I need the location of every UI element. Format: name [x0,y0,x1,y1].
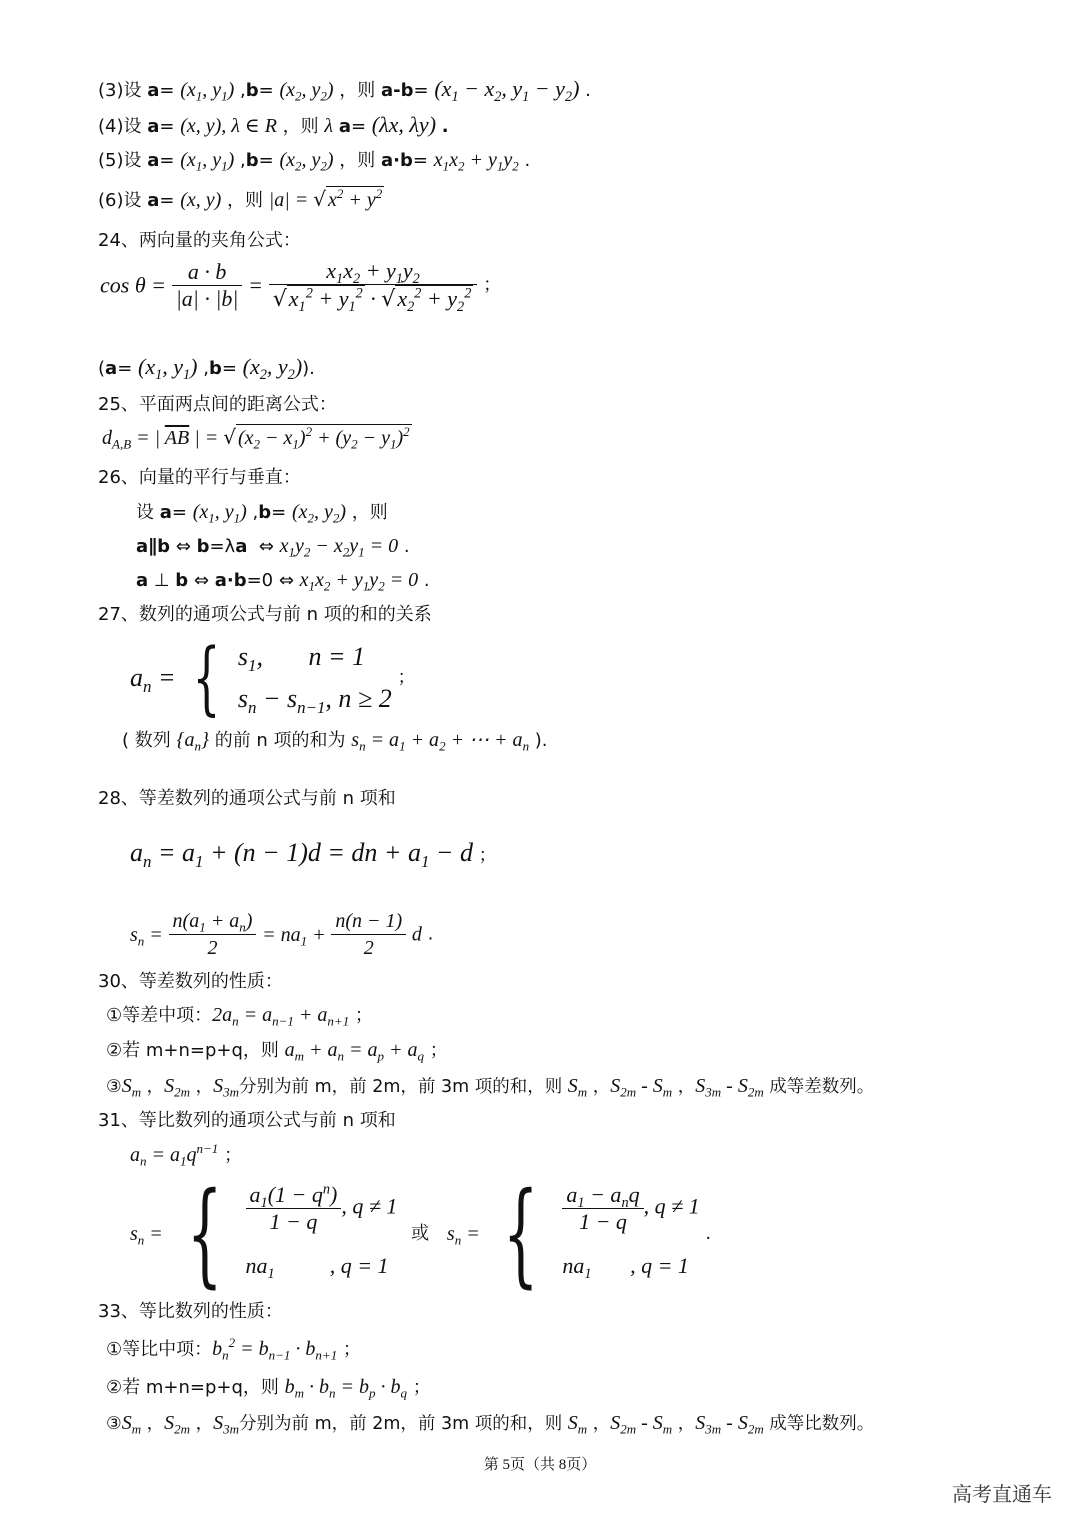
heading-26: 26、向量的平行与垂直： [98,467,301,488]
line-4: (4)设 a= (x, y), λ ∈ R ，则 λ a= (λx, λy) . [98,112,449,137]
formula-27: $a_n$ = { $s_1$, n = 1 $s_n - s_{n-1}$, n ≥ 2 ； [130,631,416,724]
line-30b: ②若 m+n=p+q，则 $a_m + a_n = a_p + a_q$ ； [106,1039,448,1064]
heading-24: 24、两向量的夹角公式： [98,230,301,251]
line-24-tail: ($a= (x_1$, $y_1$) $,b= (x_2$, $y_2$)). [98,354,315,383]
heading-28: 28、等差数列的通项公式与前 n 项和 [98,788,396,809]
line-27-note: ( 数列 $\{a_n\}$ 的前 n 项的和为 $s_n = a_1 + a_2$ + ⋯ + $a_n$ ). [122,729,548,754]
formula-distance: $d_{A,B}$ = | $\overline{AB}$ | = √ $(x_2 - x_1)^2 + (y_2 - y_1)^2$ [102,424,410,452]
line-33b: ②若 m+n=p+q，则 $b_m \cdot b_n = b_p \cdot b_q$ ； [106,1376,431,1401]
heading-27: 27、数列的通项公式与前 n 项的和的关系 [98,604,432,625]
formula-28b: $s_n$ = $\frac{n(a_1 + a_n)}{2}$ = $na_1$ + $\frac{n(n - 1)}{2}$ d . [130,910,434,959]
line-33c: $③S_m$ ，$S_{2m}$ ，$S_{3m}$分别为前 m，前 2m，前 3m 项的和，则 $S_m$ ，$S_{2m} - S_m$ ，$S_{3m} - S_{2m}$ 成等比数列。 [106,1412,875,1437]
line-6: (6)设 a= (x, y) ，则 |a| = √ $x^2 + y^2$ [98,186,383,211]
line-26a: 设 $a= (x_1$, $y_1$) $,b= (x_2$, $y_2$) ，则 [136,501,388,526]
heading-30: 30、等差数列的性质： [98,971,283,992]
heading-25: 25、平面两点间的距离公式： [98,394,337,415]
formula-31: $s_n$ = { $\frac{a_1(1 - q^n)}{1 - q}$ , q ≠ 1 $na_1$ , q = 1 或 $s_n$ = { $\frac{a_1 - a_nq}{1 - q}$ , q ≠ 1 $na_1$ , q = 1 . [130,1169,712,1299]
line-26c: a ⊥ b ⇔ a·b=0 ⇔ $x_1x_2 + y_1y_2 = 0$ . [136,569,430,594]
line-26b: a∥b ⇔ b=λa ⇔ $x_1y_2 - x_2y_1 = 0$ . [136,535,410,560]
line-30c: $③S_m$ ，$S_{2m}$ ，$S_{3m}$分别为前 m，前 2m，前 3m 项的和，则 $S_m$ ，$S_{2m} - S_m$ ，$S_{3m} - S_{2m}$ 成等差数列。 [106,1075,875,1100]
formula-28a: $a_n = a_1 + (n - 1)d$ = dn + $a_1 - d$ ； [130,838,497,871]
line-5: (5)设 $a= (x_1$, $y_1$) $,b= (x_2$, $y_2$) ，则 $a\cdot b= x_1x_2 + y_1y_2$ . [98,149,531,174]
line-3: (3)设 $a= (x_1$, $y_1$) $,b= (x_2$, $y_2$) ，则 $a-b= (x_1 - x_2$, $y_1 - y_2$) . [98,76,591,105]
heading-33: 33、等比数列的性质： [98,1301,283,1322]
page-footer: 第 5页（共 8页） [483,1457,597,1473]
line-31a: $a_n = a_1q^{n-1}$ ； [130,1141,243,1169]
line-33a: ①等比中项：$b_n^2 = b_{n-1} \cdot b_{n+1}$ ； [106,1335,361,1363]
line-30a: ①等差中项：$2a_n = a_{n-1} + a_{n+1}$ ； [106,1004,373,1029]
formula-angle: cos θ = $\frac{a \cdot b}{|a| \cdot |b|}$ = $\frac{x_1x_2 + y_1y_2}{√x_1^2 + y_1^2 \cdot √x_2^2 + y_2^2}$ ； [100,258,502,315]
watermark: 高考直通车 [952,1482,1052,1506]
heading-31: 31、等比数列的通项公式与前 n 项和 [98,1110,396,1131]
or-label: 或 [411,1223,430,1244]
